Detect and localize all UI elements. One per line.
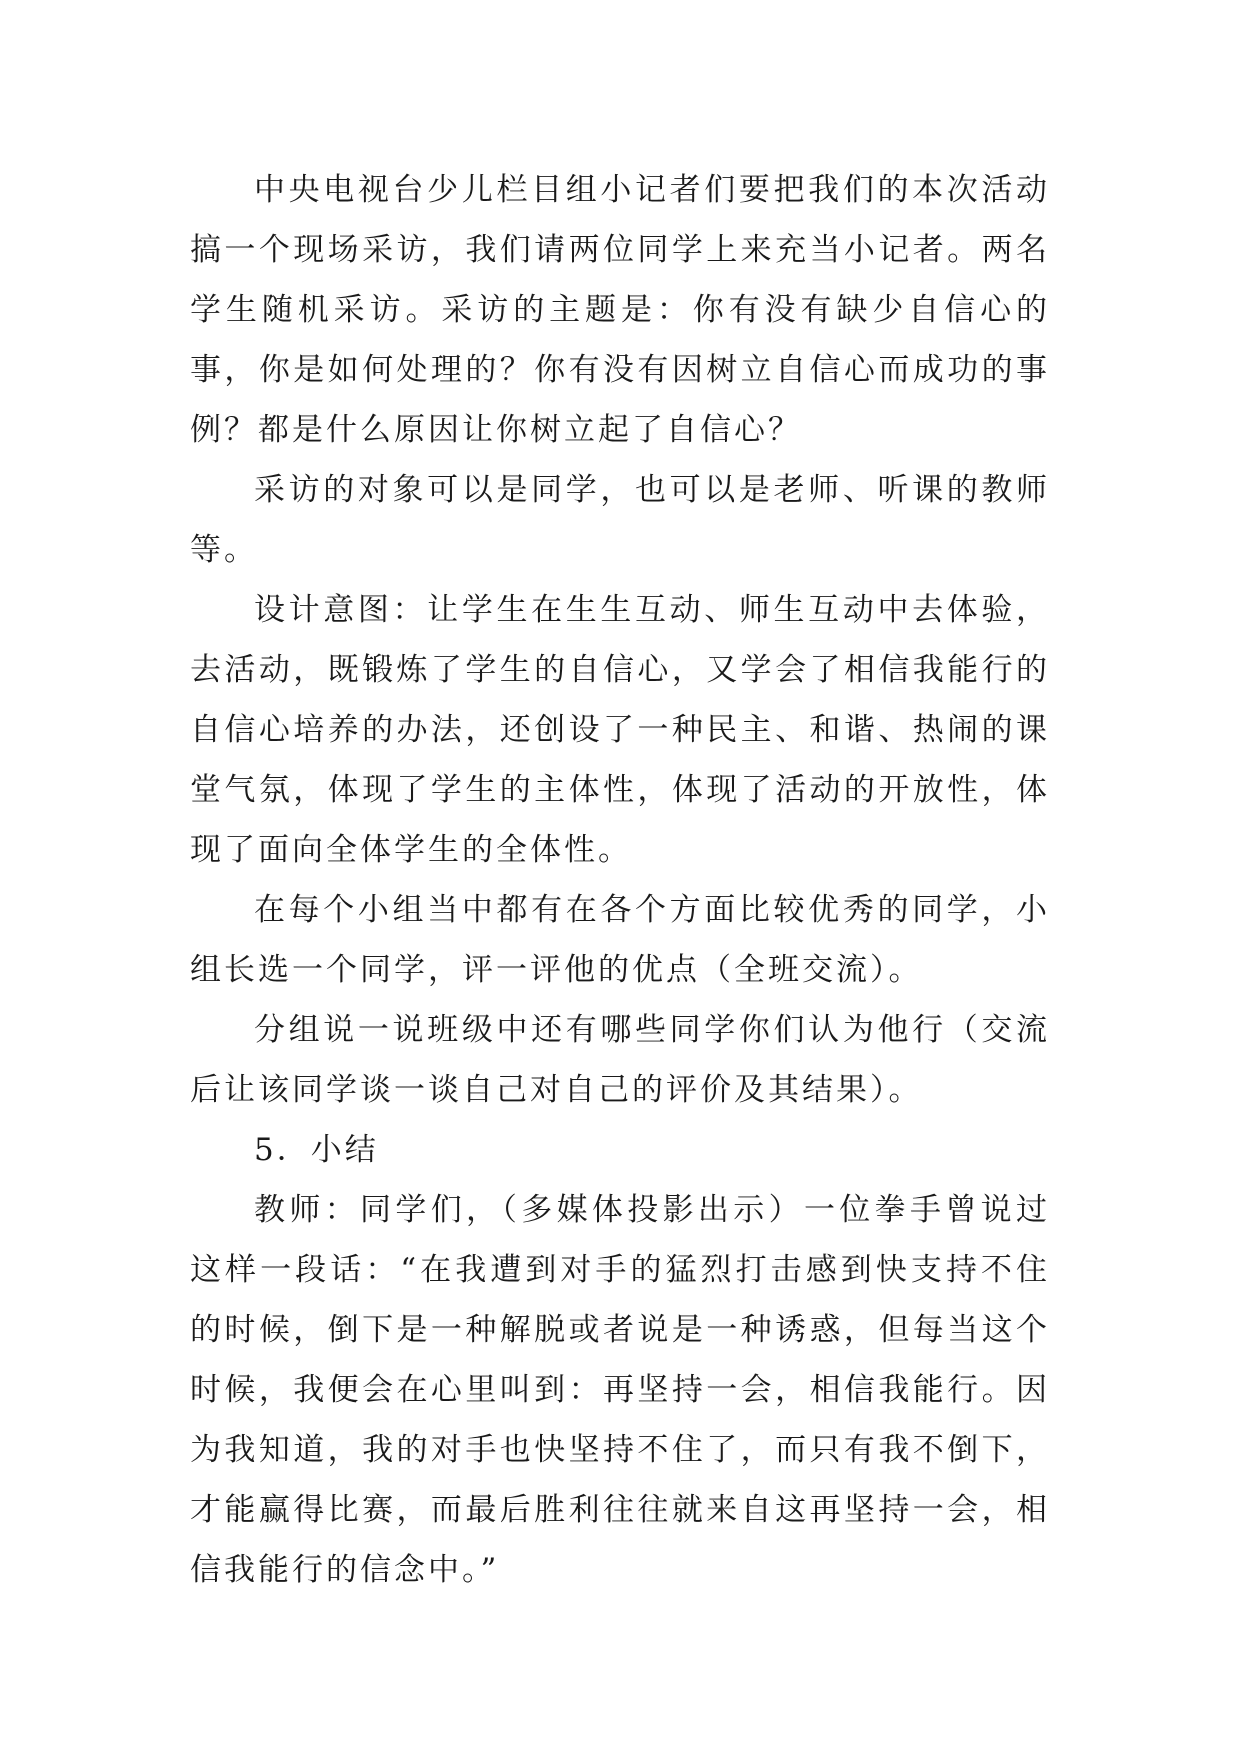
paragraph-teacher-quote: 教师：同学们，（多媒体投影出示）一位拳手曾说过这样一段话：“在我遭到对手的猛烈打击感到快支持不住的时候，倒下是一种解脱或者说是一种诱惑，但每当这个时候，我便会在心里叫到：再坚持一会，相信我能行。因为我知道，我的对手也快坚持不住了，而只有我不倒下，才能赢得比赛，而最后胜利往往就来自这再坚持一会，相信我能行的信念中。” (190, 1192, 1050, 1588)
paragraph-design-intent: 设计意图：让学生在生生互动、师生互动中去体验，去活动，既锻炼了学生的自信心，又学会了相信我能行的自信心培养的办法，还创设了一种民主、和谐、热闹的课堂气氛，体现了学生的主体性，体现了活动的开放性，体现了面向全体学生的全体性。 (190, 592, 1050, 868)
document-body (190, 160, 1050, 1600)
paragraph-group-discussion: 分组说一说班级中还有哪些同学你们认为他行（交流后让该同学谈一谈自己对自己的评价及其结果）。 (190, 1012, 1050, 1108)
paragraph-interview-intro: 中央电视台少儿栏目组小记者们要把我们的本次活动搞一个现场采访，我们请两位同学上来充当小记者。两名学生随机采访。采访的主题是：你有没有缺少自信心的事，你是如何处理的？你有没有因树立自信心而成功的事例？都是什么原因让你树立起了自信心？ (190, 172, 1050, 448)
paragraph-interview-targets: 采访的对象可以是同学，也可以是老师、听课的教师等。 (190, 472, 1050, 568)
paragraph-group-leader: 在每个小组当中都有在各个方面比较优秀的同学，小组长选一个同学，评一评他的优点（全班交流）。 (190, 892, 1050, 988)
section-heading-summary: 5．小结 (254, 1132, 379, 1168)
